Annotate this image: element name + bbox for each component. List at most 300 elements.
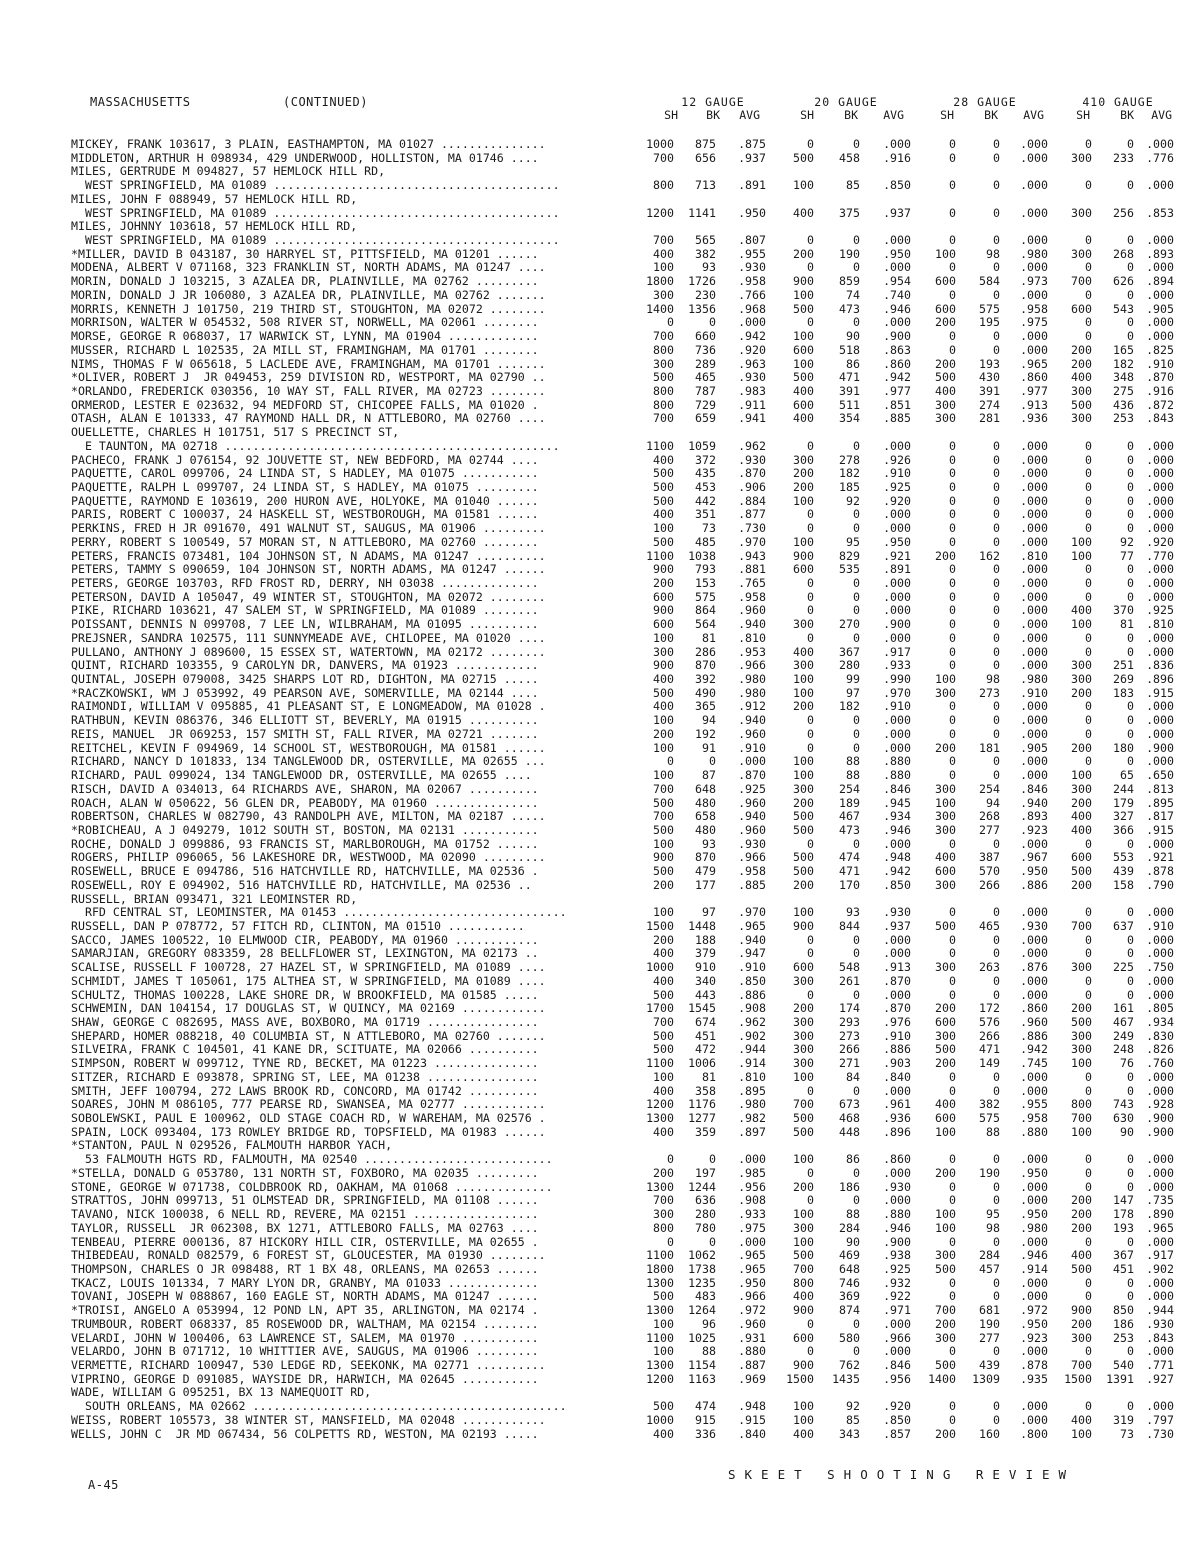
score-sh410: 400 bbox=[1071, 1248, 1092, 1263]
score-bk28: 0 bbox=[993, 534, 1000, 549]
score-avg12: .947 bbox=[738, 946, 766, 961]
score-bk28: 0 bbox=[993, 1275, 1000, 1290]
score-avg28: .950 bbox=[1020, 1316, 1048, 1331]
score-sh410: 400 bbox=[1071, 822, 1092, 837]
score-bk28: 0 bbox=[993, 1399, 1000, 1414]
score-bk410: 0 bbox=[1127, 987, 1134, 1002]
score-avg410: .000 bbox=[1146, 178, 1174, 193]
score-bk20: 278 bbox=[839, 452, 860, 467]
score-bk20: 762 bbox=[839, 1357, 860, 1372]
score-sh28: 300 bbox=[935, 397, 956, 412]
score-avg28: .905 bbox=[1020, 740, 1048, 755]
score-bk12: 485 bbox=[695, 534, 716, 549]
score-bk20: 182 bbox=[839, 466, 860, 481]
list-item bbox=[0, 577, 1200, 591]
score-avg20: .910 bbox=[883, 466, 911, 481]
state-heading: MASSACHUSETTS bbox=[90, 95, 191, 109]
score-sh12: 700 bbox=[653, 233, 674, 248]
score-sh20: 0 bbox=[807, 1083, 814, 1098]
list-item bbox=[0, 673, 1200, 687]
score-sh28: 0 bbox=[949, 658, 956, 673]
score-bk410: 0 bbox=[1127, 178, 1134, 193]
score-avg12: .887 bbox=[738, 1357, 766, 1372]
score-sh20: 1500 bbox=[786, 1371, 814, 1386]
score-avg12: .902 bbox=[738, 1028, 766, 1043]
list-item bbox=[0, 399, 1200, 413]
score-bk410: 0 bbox=[1127, 1275, 1134, 1290]
score-avg12: .942 bbox=[738, 329, 766, 344]
score-avg410: .830 bbox=[1146, 1028, 1174, 1043]
score-avg20: .932 bbox=[883, 1275, 911, 1290]
score-bk20: 0 bbox=[853, 726, 860, 741]
score-avg28: .980 bbox=[1020, 246, 1048, 261]
score-avg12: .943 bbox=[738, 548, 766, 563]
score-bk20: 0 bbox=[853, 315, 860, 330]
score-bk28: 0 bbox=[993, 466, 1000, 481]
score-avg410: .730 bbox=[1146, 1426, 1174, 1441]
score-bk20: 190 bbox=[839, 246, 860, 261]
shooter-entry-text: *ORLANDO, FREDERICK 030356, 10 WAY ST, FALL RIVER, MA 02723 ........ bbox=[71, 383, 546, 398]
score-avg28: .000 bbox=[1020, 836, 1048, 851]
score-bk20: 170 bbox=[839, 877, 860, 892]
publication-title: SKEET SHOOTING REVIEW bbox=[728, 1467, 1076, 1482]
score-sh410: 0 bbox=[1085, 287, 1092, 302]
score-avg12: .940 bbox=[738, 713, 766, 728]
score-avg410: .000 bbox=[1146, 507, 1174, 522]
score-bk12: 1038 bbox=[688, 548, 716, 563]
score-avg20: .860 bbox=[883, 356, 911, 371]
score-sh28: 400 bbox=[935, 850, 956, 865]
score-bk12: 97 bbox=[702, 905, 716, 920]
list-item bbox=[0, 1386, 1200, 1400]
score-sh410: 200 bbox=[1071, 1316, 1092, 1331]
score-bk20: 0 bbox=[853, 260, 860, 275]
score-sh410: 200 bbox=[1071, 685, 1092, 700]
list-item bbox=[0, 508, 1200, 522]
score-avg28: .000 bbox=[1020, 233, 1048, 248]
score-sh410: 0 bbox=[1085, 521, 1092, 536]
score-sh410: 0 bbox=[1085, 438, 1092, 453]
score-avg28: .913 bbox=[1020, 397, 1048, 412]
score-sh28: 200 bbox=[935, 1316, 956, 1331]
score-sh20: 0 bbox=[807, 603, 814, 618]
score-sh28: 400 bbox=[935, 1097, 956, 1112]
score-bk28: 160 bbox=[979, 1426, 1000, 1441]
score-sh20: 300 bbox=[793, 1042, 814, 1057]
score-sh28: 0 bbox=[949, 534, 956, 549]
score-bk28: 190 bbox=[979, 1165, 1000, 1180]
score-sh20: 0 bbox=[807, 233, 814, 248]
score-bk28: 0 bbox=[993, 644, 1000, 659]
score-sh28: 0 bbox=[949, 1289, 956, 1304]
score-sh20: 300 bbox=[793, 1220, 814, 1235]
score-bk12: 1163 bbox=[688, 1371, 716, 1386]
score-avg12: .933 bbox=[738, 1207, 766, 1222]
score-bk410: 0 bbox=[1127, 589, 1134, 604]
score-avg20: .913 bbox=[883, 960, 911, 975]
score-bk12: 915 bbox=[695, 1412, 716, 1427]
score-bk410: 0 bbox=[1127, 137, 1134, 151]
score-sh20: 600 bbox=[793, 1330, 814, 1345]
score-bk28: 439 bbox=[979, 1357, 1000, 1372]
score-bk28: 94 bbox=[986, 795, 1000, 810]
score-bk28: 0 bbox=[993, 946, 1000, 961]
score-avg20: .000 bbox=[883, 987, 911, 1002]
list-item bbox=[0, 783, 1200, 797]
score-avg28: .000 bbox=[1020, 754, 1048, 769]
list-item bbox=[0, 193, 1200, 207]
score-sh12: 0 bbox=[667, 1152, 674, 1167]
score-sh28: 500 bbox=[935, 1042, 956, 1057]
score-sh20: 400 bbox=[793, 383, 814, 398]
score-bk410: 0 bbox=[1127, 1234, 1134, 1249]
list-item bbox=[0, 1057, 1200, 1071]
score-bk20: 93 bbox=[846, 905, 860, 920]
score-bk410: 92 bbox=[1120, 534, 1134, 549]
score-avg410: .000 bbox=[1146, 1344, 1174, 1359]
list-item bbox=[0, 810, 1200, 824]
score-bk20: 273 bbox=[839, 1028, 860, 1043]
score-sh20: 300 bbox=[793, 781, 814, 796]
score-sh28: 300 bbox=[935, 685, 956, 700]
score-bk28: 575 bbox=[979, 1111, 1000, 1126]
list-item bbox=[0, 646, 1200, 660]
score-bk20: 448 bbox=[839, 1124, 860, 1139]
score-bk20: 354 bbox=[839, 411, 860, 426]
list-item bbox=[0, 412, 1200, 426]
score-avg20: .950 bbox=[883, 246, 911, 261]
score-bk12: 1025 bbox=[688, 1330, 716, 1345]
score-bk20: 185 bbox=[839, 479, 860, 494]
score-avg20: .850 bbox=[883, 877, 911, 892]
score-sh28: 0 bbox=[949, 946, 956, 961]
score-bk20: 511 bbox=[839, 397, 860, 412]
shooter-entry-text: MODENA, ALBERT V 071168, 323 FRANKLIN ST, NORTH ADAMS, MA 01247 .... bbox=[71, 260, 546, 275]
shooter-entry-text: PERRY, ROBERT S 100549, 57 MORAN ST, N ATTLEBORO, MA 02760 ........ bbox=[71, 534, 539, 549]
score-sh28: 0 bbox=[949, 521, 956, 536]
shooter-entry-text: PREJSNER, SANDRA 102575, 111 SUNNYMEADE AVE, CHILOPEE, MA 01020 .... bbox=[71, 630, 546, 645]
list-item bbox=[0, 1194, 1200, 1208]
shooter-entry-text: *STELLA, DONALD G 053780, 131 NORTH ST, FOXBORO, MA 02035 ......... bbox=[71, 1165, 539, 1180]
score-avg410: .928 bbox=[1146, 1097, 1174, 1112]
score-bk410: 0 bbox=[1127, 973, 1134, 988]
score-sh20: 0 bbox=[807, 1316, 814, 1331]
score-avg20: .886 bbox=[883, 1042, 911, 1057]
score-avg12: .960 bbox=[738, 603, 766, 618]
score-bk28: 98 bbox=[986, 246, 1000, 261]
score-avg20: .926 bbox=[883, 452, 911, 467]
score-bk12: 286 bbox=[695, 644, 716, 659]
score-avg20: .950 bbox=[883, 534, 911, 549]
score-sh410: 0 bbox=[1085, 315, 1092, 330]
score-sh28: 200 bbox=[935, 1001, 956, 1016]
score-bk410: 327 bbox=[1113, 809, 1134, 824]
score-bk410: 367 bbox=[1113, 1248, 1134, 1263]
score-bk410: 319 bbox=[1113, 1412, 1134, 1427]
score-bk28: 0 bbox=[993, 479, 1000, 494]
list-item bbox=[0, 495, 1200, 509]
score-bk28: 681 bbox=[979, 1303, 1000, 1318]
score-avg410: .826 bbox=[1146, 1042, 1174, 1057]
score-bk28: 88 bbox=[986, 1124, 1000, 1139]
score-sh20: 100 bbox=[793, 905, 814, 920]
score-bk410: 0 bbox=[1127, 726, 1134, 741]
score-sh28: 600 bbox=[935, 1015, 956, 1029]
score-sh28: 100 bbox=[935, 1220, 956, 1235]
score-avg12: .930 bbox=[738, 836, 766, 851]
score-avg20: .846 bbox=[883, 781, 911, 796]
score-sh28: 100 bbox=[935, 1124, 956, 1139]
score-bk410: 253 bbox=[1113, 1330, 1134, 1345]
score-bk28: 382 bbox=[979, 1097, 1000, 1112]
score-sh12: 1100 bbox=[646, 1248, 674, 1263]
score-sh410: 100 bbox=[1071, 768, 1092, 783]
score-bk12: 392 bbox=[695, 672, 716, 687]
score-bk12: 93 bbox=[702, 260, 716, 275]
list-item bbox=[0, 838, 1200, 852]
score-avg20: .860 bbox=[883, 1152, 911, 1167]
score-sh12: 400 bbox=[653, 246, 674, 261]
shooter-entry-text: ROCHE, DONALD J 099886, 93 FRANCIS ST, MARLBOROUGH, MA 01752 ...... bbox=[71, 836, 539, 851]
list-item bbox=[0, 769, 1200, 783]
shooter-entry-text: RUSSELL, BRIAN 093471, 321 LEOMINSTER RD, bbox=[71, 891, 358, 906]
score-avg410: .905 bbox=[1146, 301, 1174, 316]
score-avg12: .925 bbox=[738, 781, 766, 796]
score-sh410: 0 bbox=[1085, 493, 1092, 508]
list-item bbox=[0, 934, 1200, 948]
score-avg20: .857 bbox=[883, 1426, 911, 1441]
score-bk12: 1726 bbox=[688, 274, 716, 289]
score-bk12: 870 bbox=[695, 850, 716, 865]
score-bk28: 1309 bbox=[972, 1371, 1000, 1386]
score-avg12: .960 bbox=[738, 1316, 766, 1331]
score-sh12: 400 bbox=[653, 507, 674, 522]
score-avg20: .891 bbox=[883, 562, 911, 577]
score-avg28: .876 bbox=[1020, 960, 1048, 975]
score-bk20: 343 bbox=[839, 1426, 860, 1441]
score-avg20: .920 bbox=[883, 493, 911, 508]
score-sh28: 0 bbox=[949, 1275, 956, 1290]
shooter-entry-text: THIBEDEAU, RONALD 082579, 6 FOREST ST, GLOUCESTER, MA 01930 ........ bbox=[71, 1248, 546, 1263]
score-sh410: 700 bbox=[1071, 1357, 1092, 1372]
score-sh12: 100 bbox=[653, 740, 674, 755]
score-sh20: 100 bbox=[793, 178, 814, 193]
score-sh410: 100 bbox=[1071, 1124, 1092, 1139]
score-bk12: 875 bbox=[695, 137, 716, 151]
score-avg28: .000 bbox=[1020, 1412, 1048, 1427]
score-avg410: .000 bbox=[1146, 1399, 1174, 1414]
shooter-entry-text: QUINT, RICHARD 103355, 9 CAROLYN DR, DANVERS, MA 01923 ............ bbox=[71, 658, 539, 673]
score-avg20: .930 bbox=[883, 905, 911, 920]
score-sh12: 500 bbox=[653, 1289, 674, 1304]
score-avg410: .000 bbox=[1146, 589, 1174, 604]
score-avg28: .000 bbox=[1020, 205, 1048, 220]
shooter-entry-text: SHEPARD, HOMER 088218, 40 COLUMBIA ST, N ATTLEBORO, MA 02760 ....... bbox=[71, 1028, 546, 1043]
score-avg12: .958 bbox=[738, 589, 766, 604]
score-bk20: 367 bbox=[839, 644, 860, 659]
score-bk28: 0 bbox=[993, 342, 1000, 357]
score-sh410: 0 bbox=[1085, 630, 1092, 645]
score-bk20: 90 bbox=[846, 1234, 860, 1249]
score-bk410: 0 bbox=[1127, 576, 1134, 590]
score-bk12: 192 bbox=[695, 726, 716, 741]
score-sh28: 500 bbox=[935, 1357, 956, 1372]
score-avg12: .908 bbox=[738, 1001, 766, 1016]
score-avg20: .910 bbox=[883, 699, 911, 714]
score-bk12: 435 bbox=[695, 466, 716, 481]
score-bk410: 0 bbox=[1127, 1165, 1134, 1180]
score-avg28: .910 bbox=[1020, 685, 1048, 700]
score-bk12: 575 bbox=[695, 589, 716, 604]
score-sh410: 0 bbox=[1085, 1083, 1092, 1098]
score-sh20: 500 bbox=[793, 809, 814, 824]
shooter-entry-text: RAIMONDI, WILLIAM V 095885, 41 PLEASANT ST, E LONGMEADOW, MA 01028 . bbox=[71, 699, 546, 714]
score-bk28: 391 bbox=[979, 383, 1000, 398]
score-avg20: .850 bbox=[883, 1412, 911, 1427]
list-item bbox=[0, 152, 1200, 166]
list-item bbox=[0, 371, 1200, 385]
score-avg28: .000 bbox=[1020, 576, 1048, 590]
score-bk12: 793 bbox=[695, 562, 716, 577]
score-avg28: .000 bbox=[1020, 1399, 1048, 1414]
subheader-bk-0: BK bbox=[706, 108, 720, 122]
list-item bbox=[0, 742, 1200, 756]
score-sh12: 500 bbox=[653, 1042, 674, 1057]
shooter-entry-text: MORIN, DONALD J JR 106080, 3 AZALEA DR, PLAINVILLE, MA 02762 ....... bbox=[71, 287, 546, 302]
shooter-entry-text: PETERS, TAMMY S 090659, 104 JOHNSON ST, NORTH ADAMS, MA 01247 ...... bbox=[71, 562, 546, 577]
score-avg12: .962 bbox=[738, 438, 766, 453]
score-avg20: .000 bbox=[883, 507, 911, 522]
score-sh410: 0 bbox=[1085, 576, 1092, 590]
score-bk12: 1356 bbox=[688, 301, 716, 316]
score-sh28: 0 bbox=[949, 1152, 956, 1167]
score-avg12: .885 bbox=[738, 877, 766, 892]
score-avg12: .966 bbox=[738, 658, 766, 673]
score-avg410: .000 bbox=[1146, 946, 1174, 961]
score-avg12: .766 bbox=[738, 287, 766, 302]
score-avg28: .878 bbox=[1020, 1357, 1048, 1372]
score-bk28: 95 bbox=[986, 1207, 1000, 1222]
score-avg28: .000 bbox=[1020, 1275, 1048, 1290]
shooter-entry-text: *RACZKOWSKI, WM J 053992, 49 PEARSON AVE, SOMERVILLE, MA 02144 .... bbox=[71, 685, 539, 700]
score-sh28: 0 bbox=[949, 507, 956, 522]
score-bk20: 254 bbox=[839, 781, 860, 796]
score-avg28: .000 bbox=[1020, 1179, 1048, 1194]
score-sh12: 1300 bbox=[646, 1111, 674, 1126]
shooter-entry-text: RICHARD, PAUL 099024, 134 TANGLEWOOD DR, OSTERVILLE, MA 02655 .... bbox=[71, 768, 532, 783]
score-sh410: 700 bbox=[1071, 274, 1092, 289]
score-sh20: 700 bbox=[793, 1097, 814, 1112]
score-bk20: 874 bbox=[839, 1303, 860, 1318]
score-avg410: .000 bbox=[1146, 644, 1174, 659]
score-sh28: 0 bbox=[949, 932, 956, 947]
score-sh20: 900 bbox=[793, 274, 814, 289]
score-bk20: 0 bbox=[853, 836, 860, 851]
score-bk410: 158 bbox=[1113, 877, 1134, 892]
score-sh410: 0 bbox=[1085, 1179, 1092, 1194]
score-avg28: .946 bbox=[1020, 1248, 1048, 1263]
score-bk20: 85 bbox=[846, 178, 860, 193]
score-avg28: .000 bbox=[1020, 493, 1048, 508]
score-bk12: 379 bbox=[695, 946, 716, 961]
score-sh20: 500 bbox=[793, 150, 814, 165]
score-sh28: 300 bbox=[935, 781, 956, 796]
score-bk20: 97 bbox=[846, 685, 860, 700]
score-sh410: 0 bbox=[1085, 1152, 1092, 1167]
score-sh12: 500 bbox=[653, 987, 674, 1002]
score-sh12: 500 bbox=[653, 1028, 674, 1043]
list-item bbox=[0, 1043, 1200, 1057]
score-bk410: 275 bbox=[1113, 383, 1134, 398]
score-sh28: 0 bbox=[949, 562, 956, 577]
score-avg20: .930 bbox=[883, 1179, 911, 1194]
score-bk12: 340 bbox=[695, 973, 716, 988]
score-sh20: 100 bbox=[793, 329, 814, 344]
score-sh12: 500 bbox=[653, 822, 674, 837]
list-item bbox=[0, 536, 1200, 550]
score-bk410: 77 bbox=[1120, 548, 1134, 563]
score-avg12: .870 bbox=[738, 768, 766, 783]
score-bk20: 458 bbox=[839, 150, 860, 165]
score-sh410: 0 bbox=[1085, 1344, 1092, 1359]
score-avg12: .881 bbox=[738, 562, 766, 577]
score-sh28: 0 bbox=[949, 1412, 956, 1427]
score-avg12: .880 bbox=[738, 1344, 766, 1359]
score-sh410: 300 bbox=[1071, 960, 1092, 975]
gauge-20-heading: 20 GAUGE bbox=[814, 95, 878, 109]
score-bk410: 553 bbox=[1113, 850, 1134, 865]
score-bk20: 518 bbox=[839, 342, 860, 357]
score-sh20: 0 bbox=[807, 137, 814, 151]
score-avg28: .000 bbox=[1020, 1234, 1048, 1249]
score-bk28: 0 bbox=[993, 713, 1000, 728]
score-sh28: 0 bbox=[949, 1179, 956, 1194]
list-item bbox=[0, 550, 1200, 564]
score-avg28: .000 bbox=[1020, 973, 1048, 988]
list-item bbox=[0, 316, 1200, 330]
score-bk410: 0 bbox=[1127, 507, 1134, 522]
score-sh410: 200 bbox=[1071, 877, 1092, 892]
score-avg12: .965 bbox=[738, 1261, 766, 1276]
score-avg12: .965 bbox=[738, 1248, 766, 1263]
score-sh28: 600 bbox=[935, 274, 956, 289]
score-avg410: .000 bbox=[1146, 521, 1174, 536]
score-avg20: .961 bbox=[883, 1097, 911, 1112]
score-bk410: 0 bbox=[1127, 1344, 1134, 1359]
score-sh28: 100 bbox=[935, 795, 956, 810]
shooter-entry-text: SMITH, JEFF 100794, 272 LAWS BROOK RD, CONCORD, MA 01742 .......... bbox=[71, 1083, 539, 1098]
subheader-sh-3: SH bbox=[1076, 108, 1090, 122]
score-sh12: 300 bbox=[653, 644, 674, 659]
score-avg28: .000 bbox=[1020, 178, 1048, 193]
shooter-entry-text: REITCHEL, KEVIN F 094969, 14 SCHOOL ST, WESTBOROUGH, MA 01581 ...... bbox=[71, 740, 546, 755]
score-sh12: 600 bbox=[653, 589, 674, 604]
score-sh28: 0 bbox=[949, 493, 956, 508]
score-avg28: .000 bbox=[1020, 1152, 1048, 1167]
list-item bbox=[0, 289, 1200, 303]
score-bk410: 244 bbox=[1113, 781, 1134, 796]
score-avg410: .000 bbox=[1146, 1069, 1174, 1084]
score-sh410: 0 bbox=[1085, 932, 1092, 947]
score-bk20: 0 bbox=[853, 630, 860, 645]
list-item bbox=[0, 947, 1200, 961]
score-avg20: .971 bbox=[883, 1303, 911, 1318]
score-bk12: 1244 bbox=[688, 1179, 716, 1194]
score-avg20: .976 bbox=[883, 1015, 911, 1029]
shooter-entry-text: WEST SPRINGFIELD, MA 01089 ......................................... bbox=[71, 178, 560, 193]
list-item bbox=[0, 797, 1200, 811]
score-sh410: 400 bbox=[1071, 370, 1092, 385]
